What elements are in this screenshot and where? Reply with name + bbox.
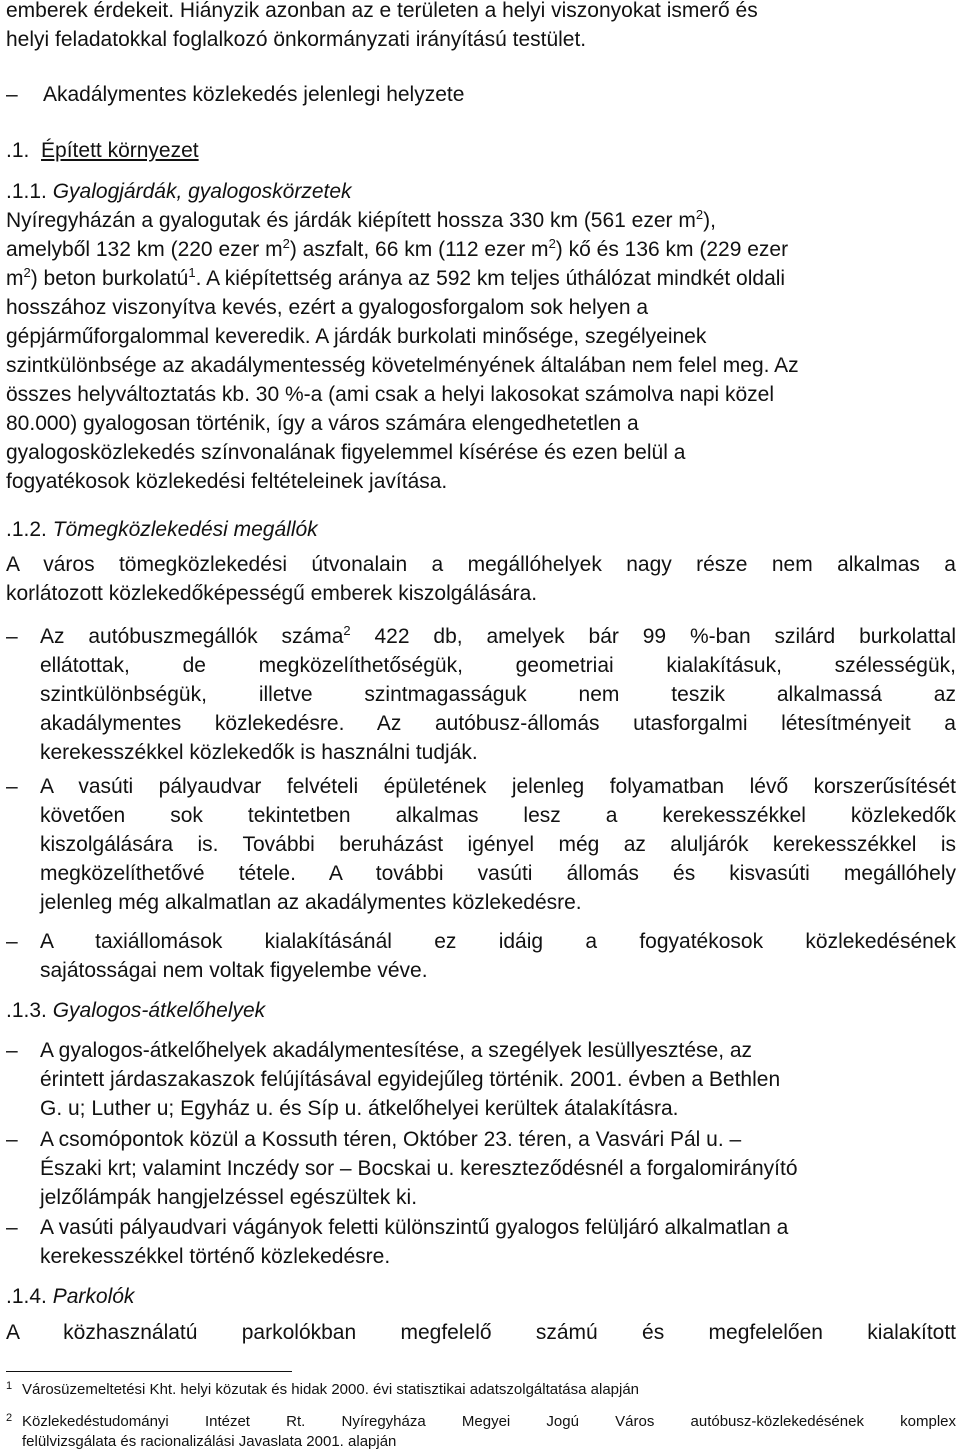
bullet-atkelohelyek: A gyalogos-átkelőhelyek akadálymentesítése, a szegélyek lesüllyesztése, az érintett járdaszakaszok felújításával egyidejűleg történik. 2001. évben a Bethlen G. u; Luther u; Egyház u. és Síp u. átkelőhelyei kerültek átalakításra. [40, 1039, 781, 1120]
bullet-dash: – [6, 625, 18, 648]
footnote-ref-1: 1 [188, 265, 196, 280]
subsection-heading-1: .1. Épített környezet [6, 139, 199, 162]
bullet-autobuszmegallok: Az autóbuszmegállók száma$^2$ 422 db, amelyek bár 99 %-ban szilárd burkolattal ellátottak, de megközelíthetőségük, geometriai kialakításuk, szélességük, szintkülönbségük, illetve szintmagasságuk nem teszik alkalmassá az akadálymentes közlekedésre. Az autóbusz-állomás utasforgalmi létesítményeit a kerekesszékkel közlekedők is használni tudják. [40, 623, 956, 764]
bullet-vasuti-palyaudvar: A vasúti pályaudvar felvételi épületének jelenleg folyamatban lévő korszerűsítését követően sok tekintetben alkalmas lesz a kerekesszékkel közlekedők kiszolgálására is. További beruházást igényel még az aluljárók kerekesszékkel is megközelíthetővé tétele. A további vasúti állomás és kisvasúti megállóhely jelenleg még alkalmatlan az akadálymentes közlekedésre. [40, 775, 956, 914]
bullet-csomopontok: A csomópontok közül a Kossuth téren, Október 23. téren, a Vasvári Pál u. – Északi krt; valamint Inczédy sor – Bocskai u. kereszteződésnél a forgalomirányító jelzőlámpák hangjelzéssel egészültek ki. [40, 1128, 798, 1209]
bullet-dash: – [6, 1039, 18, 1062]
paragraph-gyalogjardak: Nyíregyházán a gyalogutak és járdák kiépített hossza 330 km (561 ezer $m^2$), amelyből 132 km (220 ezer $m^2$) aszfalt, 66 km (112 ezer $m^2$) kő és 136 km (229 ezer $m^2$) beton burkolatú$^1$. A kiépítettség aránya az 592 km teljes úthálózat mindkét oldali hosszához viszonyítva kevés, ezért a gyalogosforgalom sok helyen a gépjárműforgalommal keveredik. A járdák burkolati minősége, szegélyeinek szintkülönbsége az akadálymentesség követelményének általában nem felel meg. Az összes helyváltoztatás kb. 30 %-a (ami csak a helyi lakosokat számolva napi közel 80.000) gyalogosan történik, így a város számára elengedhetetlen a gyalogosközlekedés színvonalának figyelemmel kísérése és ezen belül a fogyatékosok közlekedési feltételeinek javítása. [6, 207, 799, 493]
intro-paragraph: emberek érdekeit. Hiányzik azonban az e területen a helyi viszonyokat ismerő és helyi feladatokkal foglalkozó önkormányzati irányítású testület. [6, 0, 758, 51]
bullet-dash: – [6, 930, 18, 953]
bullet-dash: – [6, 1128, 18, 1151]
paragraph-tomegkozlekedes: A város tömegközlekedési útvonalain a megállóhelyek nagy része nem alkalmas a korlátozott közlekedőképességű emberek kiszolgálására. [6, 553, 956, 605]
footnote-separator [6, 1371, 292, 1372]
document-page: emberek érdekeit. Hiányzik azonban az e területen a helyi viszonyokat ismerő és helyi feladatokkal foglalkozó önkormányzati irányítású testület. – Akadálymentes közlekedés jelenlegi helyzete .1. Épített környezet .1.1. Gyalogjárdák, gyalogoskörzetek Nyíregyházán a gyalogutak és járdák kiépített hossza 330 km (561 ezer $m^2$), amelyből 132 km (220 ezer $m^2$) aszfalt, 66 km (112 ezer $m^2$) kő és 136 km (229 ezer $m^2$) beton burkolatú$^1$. A kiépítettség aránya az 592 km teljes úthálózat mindkét oldali hosszához viszonyítva kevés, ezért a gyalogosforgalom sok helyen a gépjárműforgalommal keveredik. A járdák burkolati minősége, szegélyeinek szintkülönbsége az akadálymentesség követelményének általában nem felel meg. Az összes helyváltoztatás kb. 30 %-a (ami csak a helyi lakosokat számolva napi közel 80.000) gyalogosan történik, így a város számára elengedhetetlen a gyalogosközlekedés színvonalának figyelemmel kísérése és ezen belül a fogyatékosok közlekedési feltételeinek javítása. .1.2. Tömegközlekedési megállók A város tömegközlekedési útvonalain a megállóhelyek nagy része nem alkalmas a korlátozott közlekedőképességű emberek kiszolgálására. – Az autóbuszmegállók száma$^2$ 422 db, amelyek bár 99 %-ban szilárd burkolattal ellátottak, de megközelíthetőségük, geometriai kialakításuk, szélességük, szintkülönbségük, illetve szintmagasságuk nem teszik alkalmassá az akadálymentes közlekedésre. Az autóbusz-állomás utasforgalmi létesítményeit a kerekesszékkel közlekedők is használni tudják. – A vasúti pályaudvar felvételi épületének jelenleg folyamatban lévő korszerűsítését követően sok tekintetben alkalmas lesz a kerekesszékkel közlekedők kiszolgálására is. További beruházást igényel még az aluljárók kerekesszékkel is megközelíthetővé tétele. A további vasúti állomás és kisvasúti megállóhely jelenleg még alkalmatlan az akadálymentes közlekedésre. – A taxiállomások kialakításánál ez idáig a fogyatékosok közlekedésének sajátosságai nem voltak figyelembe véve. .1.3. Gyalogos-átkelőhelyek – A gyalogos-átkelőhelyek akadálymentesítése, a szegélyek lesüllyesztése, az érintett járdaszakaszok felújításával egyidejűleg történik. 2001. évben a Bethlen G. u; Luther u; Egyház u. és Síp u. átkelőhelyei kerültek átalakításra. – A csomópontok közül a Kossuth téren, Október 23. téren, a Vasvári Pál u. – Északi krt; valamint Inczédy sor – Bocskai u. kereszteződésnél a forgalomirányító jelzőlámpák hangjelzéssel egészültek ki. – A vasúti pályaudvari vágányok feletti különszintű gyalogos felüljáró alkalmatlan a kerekesszékkel történő közlekedésre. .1.4. Parkolók A közhasználatú parkolókban megfelelő számú és megfelelően kialakított 1 Városüzemeltetési Kht. helyi közutak és hidak 2000. évi statisztikai adatszolgáltatása alapján 2 Közlekedéstudományi Intézet Rt. Nyíregyháza Megyei Jogú Város autóbusz-közlekedésének komplex felülvizsgálata és racionalizálási Javaslata 2001. alapján [0, 0, 960, 1456]
section-heading: Akadálymentes közlekedés jelenlegi helyzete [43, 83, 465, 106]
bullet-dash: – [6, 775, 18, 798]
subsection-heading-1-2: .1.2. Tömegközlekedési megállók [6, 518, 318, 541]
bullet-taxiallomasok: A taxiállomások kialakításánál ez idáig a fogyatékosok közlekedésének sajátosságai nem voltak figyelembe véve. [40, 930, 956, 982]
subsection-heading-1-3: .1.3. Gyalogos-átkelőhelyek [6, 999, 266, 1022]
footnote-ref-2: 2 [343, 623, 351, 638]
bullet-dash: – [6, 1216, 18, 1239]
subsection-heading-1-4: .1.4. Parkolók [6, 1285, 135, 1308]
bullet-felsuljaro: A vasúti pályaudvari vágányok feletti különszintű gyalogos felüljáró alkalmatlan a kerekesszékkel történő közlekedésre. [40, 1216, 789, 1268]
section-dash: – [6, 83, 18, 106]
paragraph-parkolok: A közhasználatú parkolókban megfelelő számú és megfelelően kialakított [6, 1321, 956, 1344]
subsection-heading-1-1: .1.1. Gyalogjárdák, gyalogoskörzetek [6, 180, 352, 203]
